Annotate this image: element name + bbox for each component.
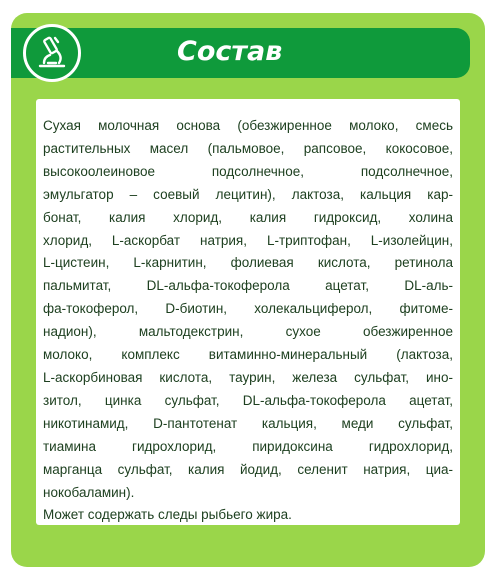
text-line: надион), мальтодекстрин, сухое обезжиренное	[43, 324, 453, 340]
text-line: высокоолеиновое подсолнечное, подсолнечное,	[43, 163, 453, 179]
text-line: Сухая молочная основа (обезжиренное молоко, смесь	[43, 118, 453, 133]
composition-text	[43, 115, 453, 527]
text-line: растительных масел (пальмовое, рапсовое, кокосовое,	[43, 140, 453, 156]
composition-panel	[36, 99, 460, 525]
microscope-icon	[23, 24, 81, 82]
text-line: молоко, комплекс витаминно-минеральный (лактоза,	[43, 347, 453, 363]
text-line: нокобаламин).	[43, 484, 135, 500]
text-line: марганца сульфат, калия йодид, селенит натрия, циа-	[43, 461, 453, 477]
header-title: Состав	[177, 36, 283, 67]
text-line: хлорид, L-аскорбат натрия, L-триптофан, L-изолейцин,	[43, 232, 453, 248]
text-line: эмульгатор – соевый лецитин), лактоза, кальция кар-	[43, 186, 453, 202]
text-line: никотинамид, D-пантотенат кальция, меди сульфат,	[43, 415, 453, 431]
composition-card	[11, 13, 485, 567]
text-line: тиамина гидрохлорид, пиридоксина гидрохлорид,	[43, 438, 453, 454]
text-line: зитол, цинка сульфат, DL-альфа-токоферола ацетат,	[43, 392, 453, 408]
fish-oil-note: Может содержать следы рыбьего жира.	[43, 507, 292, 523]
text-line: бонат, калия хлорид, калия гидроксид, холина	[43, 209, 453, 225]
text-line: фа-токоферол, D-биотин, холекальциферол, фитоме-	[43, 301, 453, 317]
text-line: пальмитат, DL-альфа-токоферола ацетат, DL-аль-	[43, 278, 453, 294]
text-line: L-цистеин, L-карнитин, фолиевая кислота, ретинола	[43, 255, 453, 271]
text-line: L-аскорбиновая кислота, таурин, железа сульфат, ино-	[43, 369, 453, 385]
